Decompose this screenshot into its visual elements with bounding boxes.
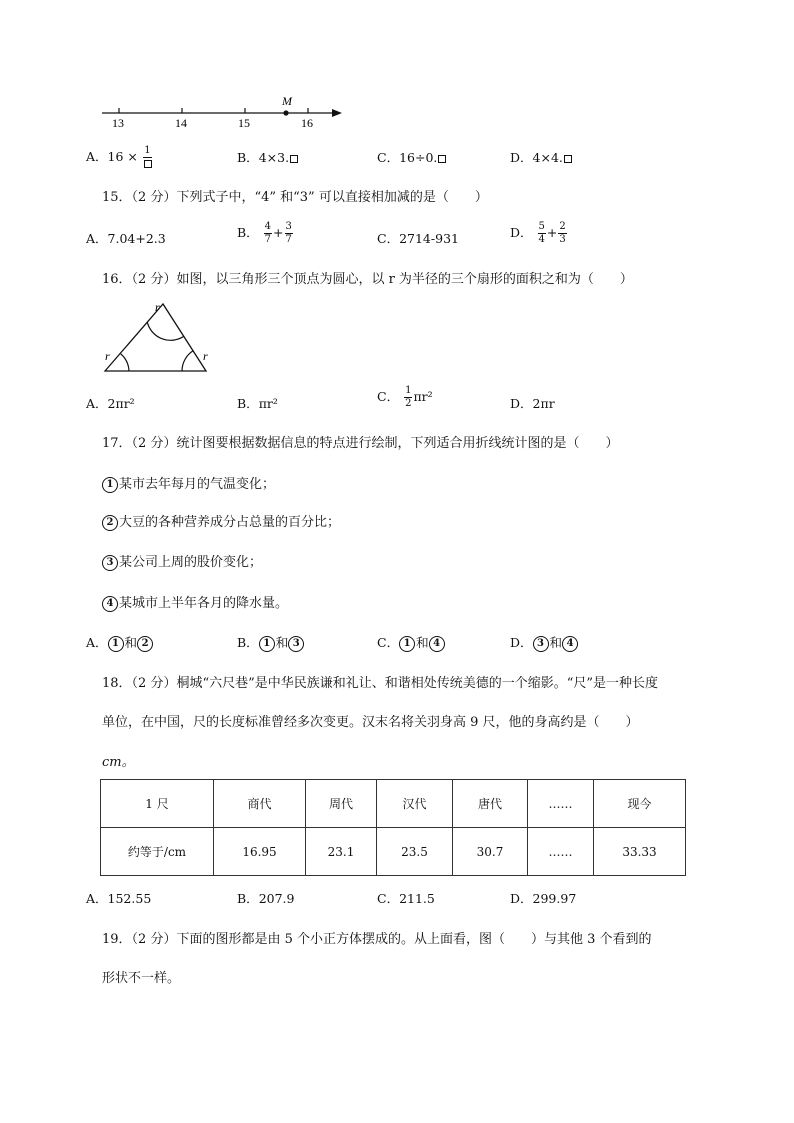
option-letter: C． [377, 891, 400, 906]
option-letter: C． [377, 389, 400, 404]
option-text: 4×3. [258, 150, 290, 165]
option-letter: A． [86, 396, 108, 411]
table-cell: 30.7 [453, 828, 528, 876]
placeholder-box-icon [564, 155, 572, 163]
tick-label-14: 14 [175, 116, 187, 130]
fraction: $\frac{4}{7}$ [264, 221, 272, 245]
r-label-top: r [155, 300, 160, 314]
number-line-arrow [332, 109, 342, 117]
q18-stem-line-2: 单位，在中国，尺的长度标准曾经多次变更。汉末名将关羽身高 9 尺，他的身高约是（ ） [102, 715, 639, 730]
table-cell: 23.1 [306, 828, 377, 876]
q18-option-c[interactable] [377, 889, 435, 907]
number-line-figure [96, 92, 346, 132]
q17-item-3: 3 某公司上周的股价变化； [102, 551, 262, 571]
table-header-cell: 1 尺 [101, 780, 214, 828]
placeholder-box-icon [144, 160, 152, 168]
circled-number: 3 [102, 555, 118, 571]
table-row [101, 828, 686, 876]
q17-item-1: 1 某市去年每月的气温变化； [102, 473, 275, 493]
table-header-cell: 汉代 [377, 780, 453, 828]
q18-option-d[interactable] [510, 889, 576, 907]
option-text: πr² [413, 389, 433, 404]
table-header-cell: …… [528, 780, 594, 828]
fraction [143, 146, 152, 169]
q18-option-b[interactable] [237, 889, 294, 907]
tick-label-16: 16 [301, 116, 313, 130]
option-text: 4×4. [532, 150, 563, 165]
q17-option-d[interactable]: D． 3 和 4 [510, 633, 579, 652]
circled-number: 1 [102, 477, 118, 493]
point-m-label: M [282, 94, 292, 108]
placeholder-box-icon [438, 155, 446, 163]
option-letter: A． [86, 231, 108, 246]
r-label-left: r [105, 349, 110, 363]
option-text: 2714-931 [399, 231, 459, 246]
point-m [283, 110, 288, 115]
q19-stem-line-2: 形状不一样。 [102, 971, 181, 986]
triangle-shape [105, 304, 206, 371]
sector-arc-right [182, 351, 193, 371]
q17-stem: 17．（2 分）统计图要根据数据信息的特点进行绘制，下列适合用折线统计图的是（ ） [102, 436, 619, 451]
fraction: $\frac{1}{2}$ [405, 385, 412, 409]
option-letter: C． [377, 150, 400, 165]
q17-option-b[interactable]: B． 1 和 3 [237, 633, 305, 652]
q14-option-c[interactable] [377, 148, 446, 166]
q18-option-a[interactable] [86, 889, 151, 907]
option-letter: D． [510, 891, 533, 906]
q17-option-a[interactable]: A． 1 和 2 [86, 633, 154, 652]
option-text: 152.55 [107, 891, 152, 906]
tick-label-13: 13 [112, 116, 124, 130]
q16-stem: 16．（2 分）如图，以三角形三个顶点为圆心，以 r 为半径的三个扇形的面积之和为（ ） [102, 272, 633, 287]
q19-stem-line-1: 19．（2 分）下面的图形都是由 5 个小正方体摆成的。从上面看，图（ ）与其他 3 个看到的 [102, 932, 652, 947]
fraction: $\frac{3}{7}$ [285, 221, 292, 245]
placeholder-box-icon [290, 155, 298, 163]
option-text: 207.9 [258, 891, 295, 906]
q15-option-a[interactable] [86, 229, 166, 247]
q17-item-2: 2 大豆的各种营养成分占总量的百分比； [102, 511, 340, 531]
fraction: $\frac{2}{3}$ [559, 221, 566, 245]
table-row-label: 约等于/cm [101, 828, 214, 876]
q15-option-d[interactable]: D． $\frac{5}{4}$ + $\frac{2}{3}$ [510, 221, 566, 245]
option-letter: C． [377, 635, 400, 650]
option-letter: D． [510, 635, 533, 650]
option-text: 2πr [532, 396, 555, 411]
q14-option-a[interactable] [86, 146, 153, 169]
option-letter: B． [237, 150, 259, 165]
q15-option-b[interactable]: B． $\frac{4}{7}$ + $\frac{3}{7}$ [237, 221, 292, 245]
q16-option-a[interactable] [86, 394, 135, 412]
q17-option-c[interactable]: C． 1 和 4 [377, 633, 446, 652]
q18-stem-line-1: 18．（2 分）桐城“六尺巷”是中华民族谦和礼让、和谐相处传统美德的一个缩影。“尺”是一种长度 [102, 676, 659, 691]
r-label-right: r [203, 349, 208, 363]
option-text: πr² [258, 396, 278, 411]
option-letter: D． [510, 396, 533, 411]
table-cell: 16.95 [214, 828, 306, 876]
table-header-cell: 周代 [306, 780, 377, 828]
option-letter: A． [86, 891, 108, 906]
q18-stem-line-3: cm。 [102, 755, 135, 770]
table-cell: 33.33 [594, 828, 686, 876]
sector-arc-top [147, 322, 183, 340]
option-letter: D． [510, 225, 533, 240]
sector-arc-left [121, 354, 129, 371]
q14-option-d[interactable] [510, 148, 572, 166]
option-letter: A． [86, 635, 108, 650]
q14-option-b[interactable] [237, 148, 298, 166]
q15-option-c[interactable] [377, 229, 459, 247]
triangle-sector-figure [96, 296, 226, 378]
fraction-numerator: 1 [144, 145, 151, 156]
table-header-cell: 商代 [214, 780, 306, 828]
q16-option-c[interactable] [377, 386, 433, 409]
option-letter: B． [237, 396, 259, 411]
table-header-cell: 唐代 [453, 780, 528, 828]
q15-stem: 15．（2 分）下列式子中，“4” 和“3” 可以直接相加减的是（ ） [102, 190, 488, 205]
option-text: 7.04+2.3 [107, 231, 166, 246]
table-cell: …… [528, 828, 594, 876]
option-letter: C． [377, 231, 400, 246]
table-cell: 23.5 [377, 828, 453, 876]
circled-number: 2 [102, 515, 118, 531]
option-text: 16 × [107, 149, 138, 164]
option-letter: A． [86, 149, 108, 164]
option-letter: B． [237, 225, 259, 240]
q16-option-d[interactable] [510, 394, 555, 412]
q17-item-4: 4 某城市上半年各月的降水量。 [102, 592, 288, 612]
option-letter: D． [510, 150, 533, 165]
table-header-cell: 现今 [594, 780, 686, 828]
tick-label-15: 15 [238, 116, 250, 130]
option-text: 211.5 [399, 891, 435, 906]
fraction: $\frac{5}{4}$ [538, 221, 545, 245]
circled-number: 4 [102, 596, 118, 612]
table-row [101, 780, 686, 828]
option-letter: B． [237, 891, 259, 906]
q16-option-b[interactable] [237, 394, 278, 412]
option-text: 2πr² [107, 396, 135, 411]
length-table [100, 779, 686, 876]
option-text: 16÷0. [399, 150, 438, 165]
option-letter: B． [237, 635, 259, 650]
option-text: 299.97 [532, 891, 577, 906]
